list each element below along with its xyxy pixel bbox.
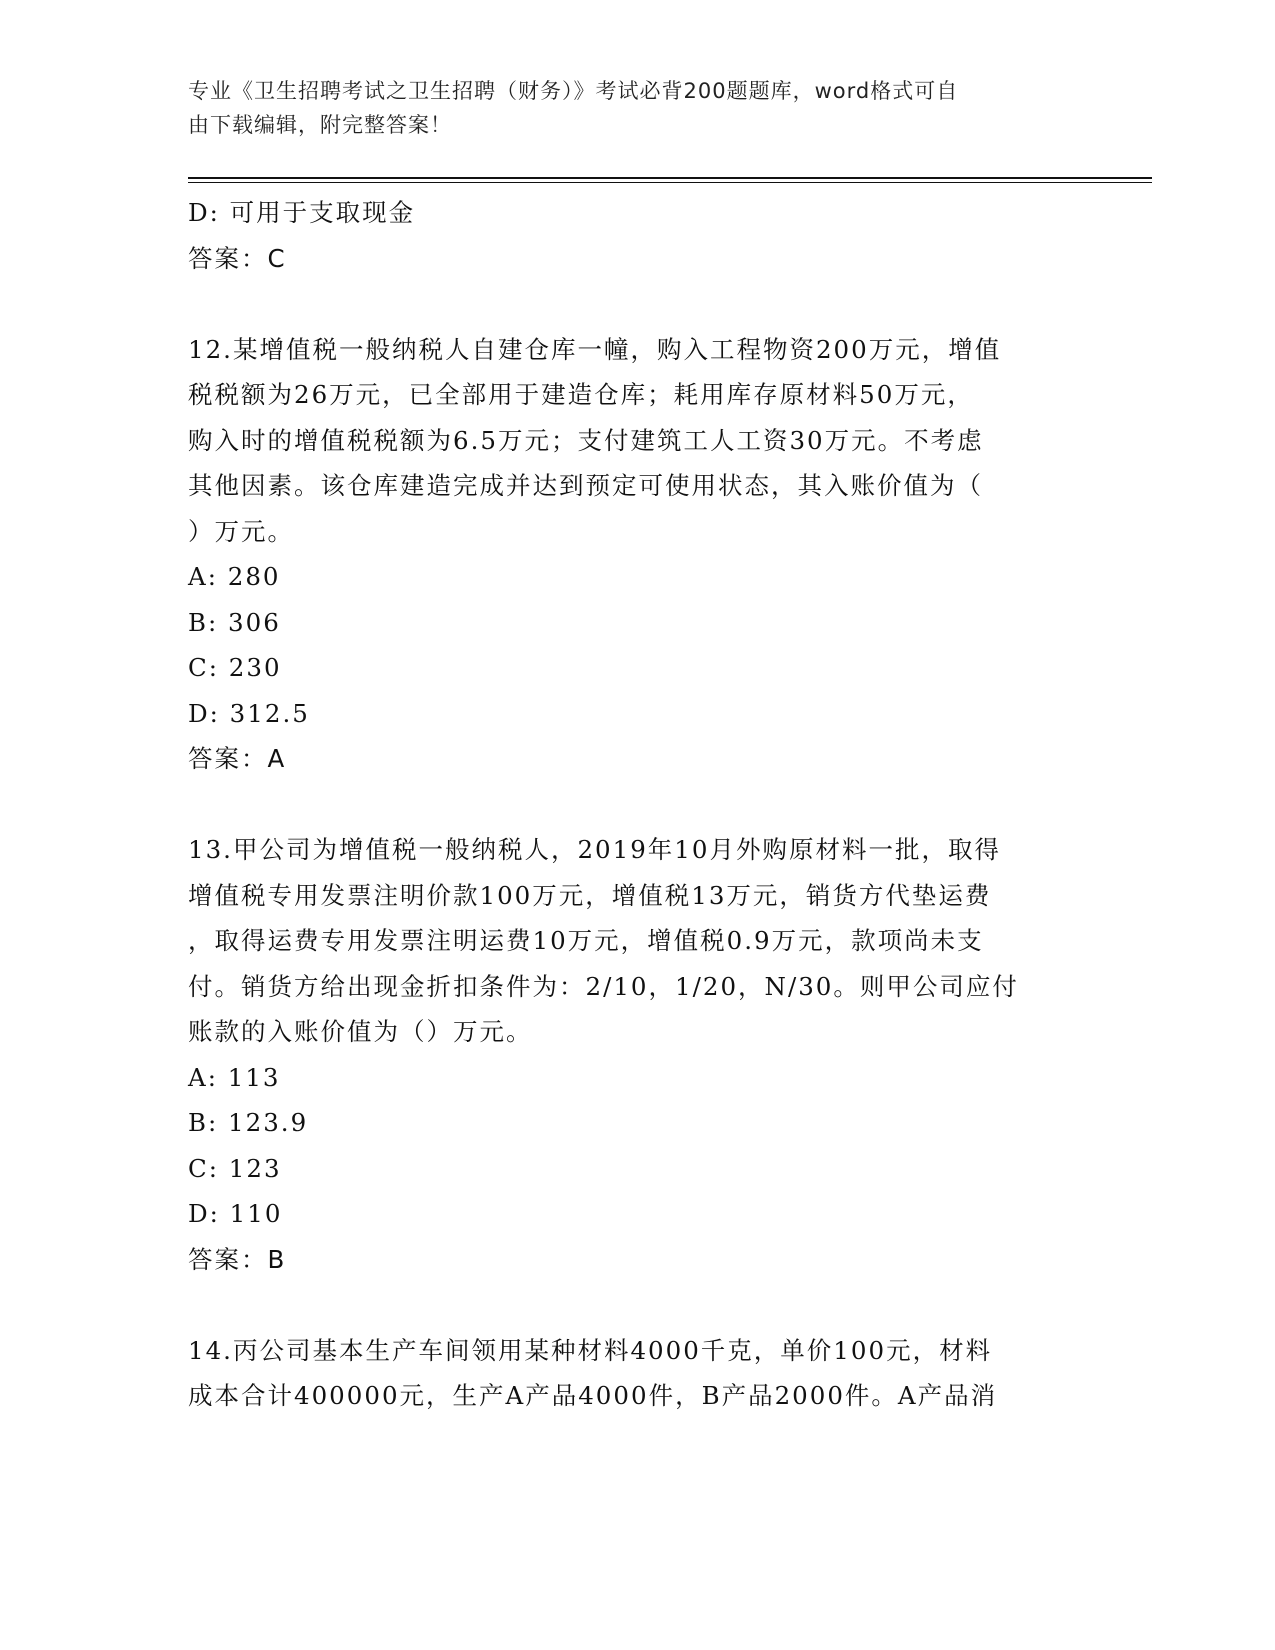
- question-13: [188, 827, 1088, 1282]
- question-stem-line: 增值税专用发票注明价款100万元，增值税13万元，销货方代垫运费: [188, 880, 992, 910]
- header-divider-thick: [188, 177, 1152, 179]
- option-d: D: 312.5: [188, 698, 310, 728]
- option-a: A: 280: [188, 562, 281, 591]
- option-d: D: 110: [188, 1199, 283, 1228]
- option-c: C: 230: [188, 653, 282, 682]
- document-header: [188, 74, 1068, 142]
- question-stem-line: 账款的入账价值为（）万元。: [188, 1017, 533, 1046]
- spacer: [188, 1282, 1088, 1328]
- answer-line: 答案：A: [188, 744, 287, 773]
- header-line-1: 专业《卫生招聘考试之卫生招聘（财务）》考试必背200题题库，word格式可自: [188, 79, 959, 103]
- spacer: [188, 281, 1088, 327]
- option-c: C: 123: [188, 1153, 282, 1183]
- question-stem-line: 13.甲公司为增值税一般纳税人，2019年10月外购原材料一批，取得: [188, 835, 1001, 864]
- question-stem-line: ）万元。: [188, 516, 294, 546]
- option-a: A: 113: [188, 1062, 281, 1092]
- question-stem-line: 购入时的增值税税额为6.5万元；支付建筑工人工资30万元。不考虑: [188, 425, 984, 455]
- question-stem-line: ，取得运费专用发票注明运费10万元，增值税0.9万元，款项尚未支: [188, 926, 984, 955]
- question-12: [188, 327, 1088, 782]
- option-d: D: 可用于支取现金: [188, 198, 416, 227]
- answer-line: 答案：C: [188, 243, 287, 273]
- document-body: [188, 190, 1088, 1419]
- question-stem-line: 14.丙公司基本生产车间领用某种材料4000千克，单价100元，材料: [188, 1335, 993, 1365]
- question-14: [188, 1328, 1088, 1419]
- header-divider-thin: [188, 182, 1152, 183]
- question-11-tail: [188, 190, 1088, 281]
- question-stem-line: 12.某增值税一般纳税人自建仓库一幢，购入工程物资200万元，增值: [188, 334, 1002, 364]
- header-line-2: 由下载编辑，附完整答案！: [188, 113, 452, 137]
- answer-line: 答案：B: [188, 1244, 287, 1274]
- spacer: [188, 782, 1088, 828]
- question-stem-line: 成本合计400000元，生产A产品4000件，B产品2000件。A产品消: [188, 1381, 998, 1410]
- question-stem-line: 税税额为26万元，已全部用于建造仓库；耗用库存原材料50万元，: [188, 380, 974, 409]
- option-b: B: 123.9: [188, 1108, 309, 1137]
- option-b: B: 306: [188, 607, 281, 637]
- question-stem-line: 其他因素。该仓库建造完成并达到预定可使用状态，其入账价值为（: [188, 471, 983, 500]
- question-stem-line: 付。销货方给出现金折扣条件为：2/10，1/20，N/30。则甲公司应付: [188, 971, 1019, 1001]
